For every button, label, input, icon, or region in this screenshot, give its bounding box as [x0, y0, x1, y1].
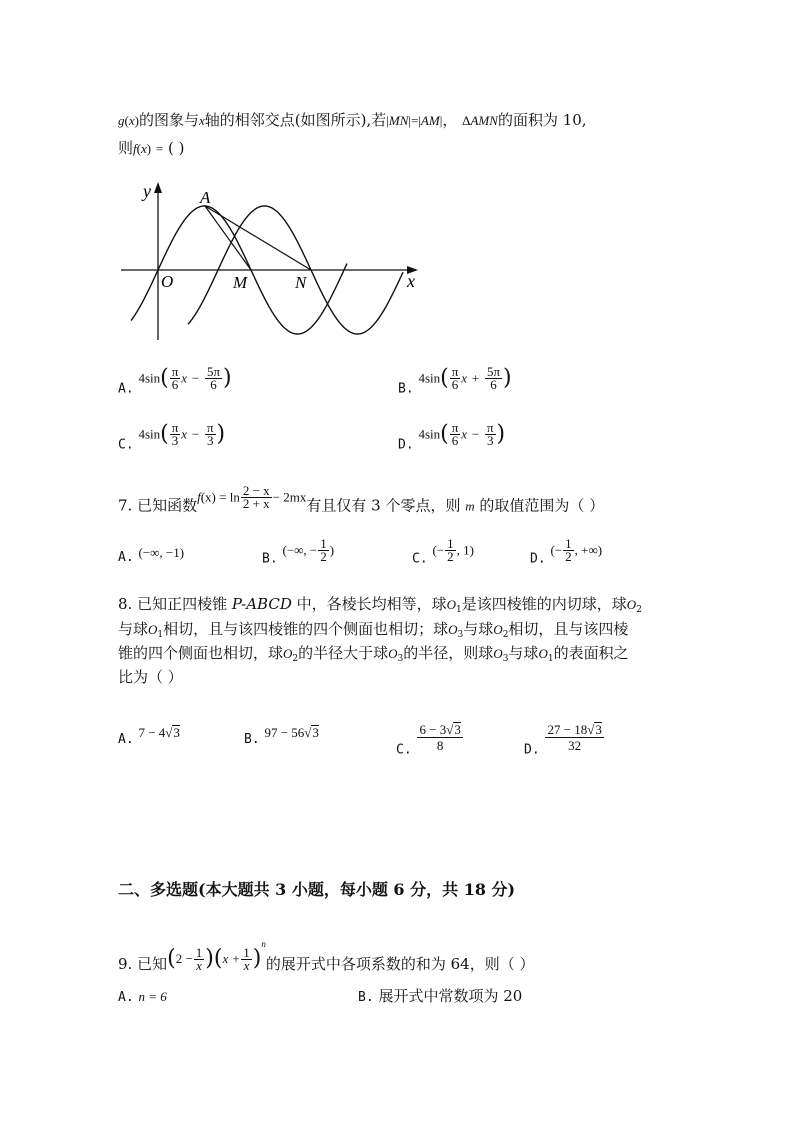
segment-mn: MN: [388, 113, 409, 128]
q8-option-d[interactable]: D. $\frac{27 - 18√3}{32}$: [524, 722, 602, 758]
stem-text: 则: [118, 139, 134, 157]
q8-stem-line2: 与球$O_1$相切，且与该四棱锥的四个侧面也相切；球$O_3$与球$O_2$相切，且与该四棱: [118, 620, 629, 640]
option-label: B.: [398, 381, 414, 397]
y-axis-arrow: [154, 182, 162, 193]
option-value: n = 6: [138, 989, 167, 1004]
pyramid-name: P-ABCD: [231, 595, 292, 613]
stem-text: 的图象与: [138, 111, 199, 129]
option-label: B.: [244, 732, 260, 747]
comma: ，: [442, 111, 458, 129]
option-value: (−∞, −1): [138, 545, 185, 560]
q6-option-c[interactable]: C. 4sin( $\frac{\pi}{3}$ x − $\frac{\pi}{3}$ ): [118, 420, 226, 453]
option-label: A.: [118, 990, 134, 1005]
q8-stem-line4: 比为（ ）: [118, 668, 183, 686]
stem-text: 的面积为 10,: [497, 111, 587, 129]
section-title: 二、多选题(本大题共 3 小题，每小题 6 分，共 18 分): [118, 880, 516, 899]
delta-symbol: Δ: [462, 113, 471, 128]
label-x: x: [407, 271, 415, 291]
option-label: D.: [398, 437, 414, 453]
stem-text: 7. 已知函数: [118, 496, 198, 515]
stem-text: 轴的相邻交点(如图所示),若: [204, 111, 387, 129]
option-label: D.: [530, 551, 546, 567]
q9-stem: 9. 已知(2 − $\frac{1}{x}$ )(x + $\frac{1}{x}$ )$^n$的展开式中各项系数的和为 64，则（ ）: [118, 939, 535, 973]
q7-stem: 7. 已知函数f(x) = ln $\frac{2 - x}{2 + x}$ − 2mx有且仅有 3 个零点，则 m 的取值范围为（ ）: [118, 483, 605, 515]
option-label: B.: [262, 551, 278, 567]
q6-option-a[interactable]: A. 4sin( $\frac{\pi}{6}$ x − $\frac{5\pi}{6}$ ): [118, 364, 232, 397]
q8-option-a[interactable]: A. 7 − 4√3: [118, 725, 180, 747]
segment-am-line: [205, 206, 251, 270]
func-f: f: [133, 141, 137, 156]
stem-text: 有且仅有 3 个零点，则: [306, 496, 461, 515]
func-g: g: [118, 113, 125, 128]
q6-option-b[interactable]: B. 4sin( $\frac{\pi}{6}$ x + $\frac{5\pi}{6}$ ): [398, 364, 512, 397]
label-o: O: [161, 272, 174, 291]
q6-graph: [115, 178, 430, 348]
q6-option-d[interactable]: D. 4sin( $\frac{\pi}{6}$ x − $\frac{\pi}{3}$ ): [398, 420, 506, 453]
option-value: 展开式中常数项为 20: [378, 987, 523, 1005]
q6-stem-line1: g(x)的图象与x轴的相邻交点(如图所示),若|MN|=|AM|， ΔAMN的面积为 10,: [118, 111, 587, 129]
var-x: x: [140, 141, 147, 156]
option-label: D.: [524, 742, 540, 758]
answer-blank: ( ): [168, 139, 185, 157]
q7-option-c[interactable]: C. (− $\frac{1}{2}$ , 1): [412, 536, 474, 567]
var-x: x: [198, 113, 205, 128]
q7-option-d[interactable]: D. (− $\frac{1}{2}$ , +∞): [530, 536, 603, 567]
option-label: C.: [118, 437, 134, 453]
option-label: B.: [358, 990, 374, 1005]
equals: =: [155, 141, 164, 156]
q6-stem-line2: 则f(x) = ( ): [118, 139, 185, 157]
q8-stem-line1: 8. 已知正四棱锥 P-ABCD 中，各棱长均相等，球$O_1$是该四棱锥的内切球，球$O_2$: [118, 595, 642, 615]
equals: =: [410, 113, 419, 128]
q8-option-b[interactable]: B. 97 − 56√3: [244, 725, 319, 747]
option-label: C.: [396, 742, 412, 758]
q9-option-b[interactable]: [358, 986, 522, 1008]
q8-option-c[interactable]: C. $\frac{6 - 3√3}{8}$: [396, 722, 461, 758]
label-y: y: [143, 181, 151, 201]
segment-am: AM: [420, 113, 440, 128]
label-m: M: [233, 273, 248, 292]
triangle-amn: AMN: [470, 113, 498, 128]
option-label: A.: [118, 732, 134, 747]
q9-option-a[interactable]: [118, 986, 167, 1008]
var-x: x: [128, 113, 135, 128]
option-label: C.: [412, 551, 428, 567]
q7-option-a[interactable]: [118, 546, 184, 568]
q7-option-b[interactable]: B. (−∞, − $\frac{1}{2}$ ): [262, 536, 335, 567]
var-m: m: [465, 498, 475, 514]
q8-stem-line3: 锥的四个侧面也相切，球$O_2$的半径大于球$O_3$的半径，则球$O_3$与球$O_1$的表面积之: [118, 644, 629, 664]
option-label: A.: [118, 381, 134, 397]
label-n: N: [295, 273, 307, 292]
label-a: A: [200, 188, 211, 207]
option-label: A.: [118, 550, 134, 565]
expr-prefix: 4sin: [138, 370, 161, 386]
stem-text: 的取值范围为（ ）: [479, 496, 605, 515]
